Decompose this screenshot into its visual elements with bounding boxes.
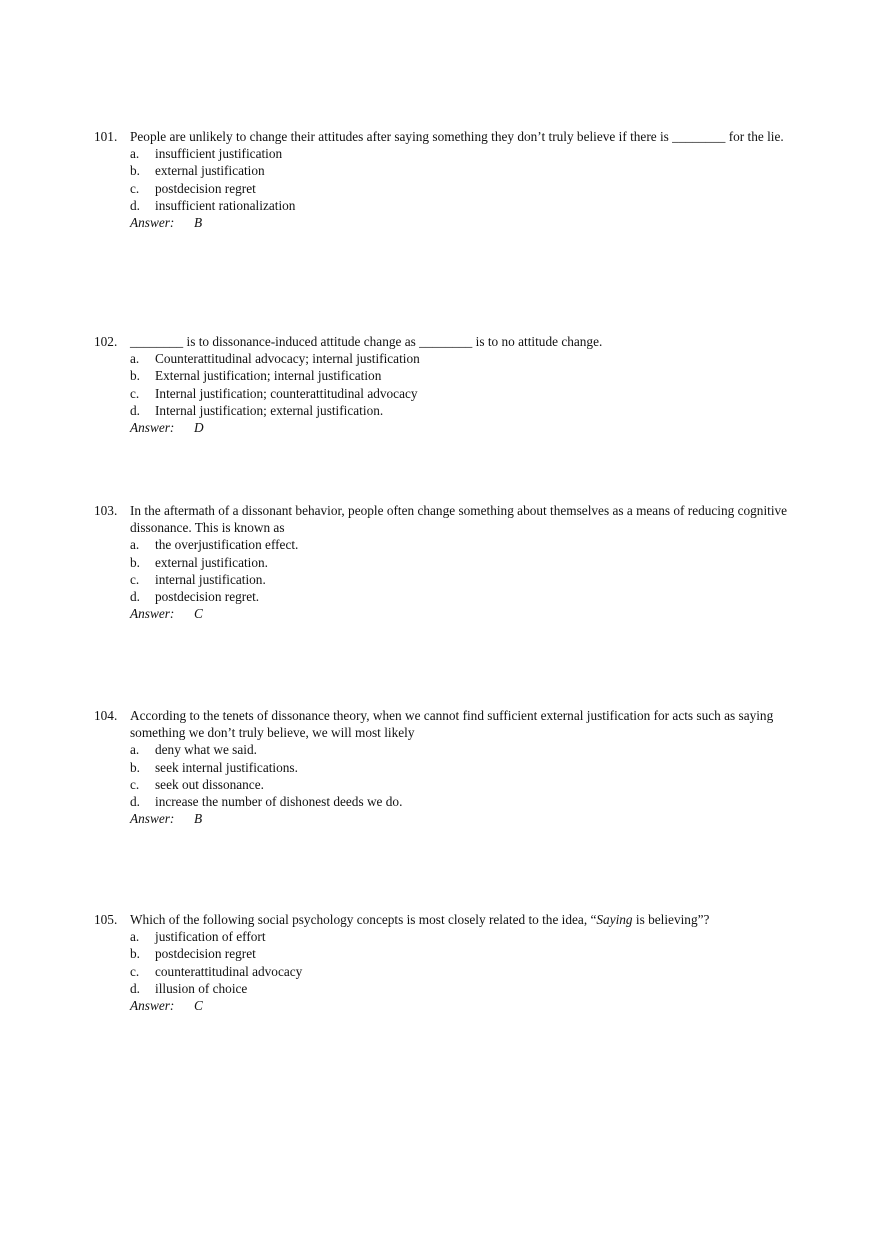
option-c <box>94 776 794 793</box>
option-c <box>94 571 794 588</box>
question-text: According to the tenets of dissonance theory, when we cannot find sufficient external justification for acts such as saying something we don’t truly believe, we will most likely <box>130 708 774 741</box>
option-d <box>94 197 794 214</box>
option-a <box>94 350 794 367</box>
question-102 <box>94 333 794 436</box>
option-letter: b. <box>130 368 140 384</box>
question-text: ________ is to dissonance-induced attitude change as ________ is to no attitude change. <box>130 334 603 349</box>
question-105 <box>94 911 794 1014</box>
question-stem <box>94 128 794 145</box>
question-stem <box>94 707 794 741</box>
answer-value: D <box>194 420 204 436</box>
option-b <box>94 759 794 776</box>
option-letter: b. <box>130 759 140 775</box>
answer-label: Answer: <box>130 215 175 231</box>
option-b <box>94 554 794 571</box>
answer-value: C <box>194 998 203 1014</box>
question-number: 103. <box>94 503 118 518</box>
option-a <box>94 928 794 945</box>
answer-label: Answer: <box>130 420 175 436</box>
option-letter: d. <box>130 197 140 213</box>
option-letter: c. <box>130 571 140 587</box>
option-a <box>94 536 794 553</box>
option-text: External justification; internal justification <box>155 368 382 384</box>
option-list <box>94 741 794 810</box>
option-letter: c. <box>130 180 140 196</box>
option-letter: d. <box>130 794 140 810</box>
option-b <box>94 367 794 384</box>
option-text: deny what we said. <box>155 742 257 758</box>
option-text: justification of effort <box>155 929 266 945</box>
option-text: illusion of choice <box>155 980 248 996</box>
answer-line <box>94 605 794 622</box>
option-text: external justification. <box>155 554 268 570</box>
answer-line <box>94 810 794 827</box>
option-text: internal justification. <box>155 571 266 587</box>
option-text: postdecision regret. <box>155 589 260 605</box>
answer-value: B <box>194 215 203 231</box>
question-stem <box>94 333 794 350</box>
option-b <box>94 162 794 179</box>
option-letter: a. <box>130 742 140 758</box>
option-letter: a. <box>130 537 140 553</box>
question-104 <box>94 707 794 827</box>
option-text: insufficient justification <box>155 146 283 162</box>
question-number: 105. <box>94 912 118 927</box>
question-text-after: is believing”? <box>632 912 710 927</box>
option-list <box>94 928 794 997</box>
question-text: In the aftermath of a dissonant behavior, people often change something about themselves as a means of reducing cognitive dissonance. This is known as <box>130 503 788 536</box>
answer-line <box>94 214 794 231</box>
option-letter: c. <box>130 385 140 401</box>
option-text: seek out dissonance. <box>155 776 264 792</box>
option-a <box>94 145 794 162</box>
option-a <box>94 741 794 758</box>
option-d <box>94 980 794 997</box>
option-text: Internal justification; external justification. <box>155 402 384 418</box>
question-stem <box>94 911 794 928</box>
option-letter: c. <box>130 776 140 792</box>
option-c <box>94 963 794 980</box>
answer-label: Answer: <box>130 606 175 622</box>
option-text: the overjustification effect. <box>155 537 299 553</box>
option-list <box>94 350 794 419</box>
question-text-before: Which of the following social psychology concepts is most closely related to the idea, “ <box>130 912 597 927</box>
option-letter: d. <box>130 589 140 605</box>
option-text: insufficient rationalization <box>155 197 296 213</box>
question-number: 102. <box>94 334 118 349</box>
option-text: counterattitudinal advocacy <box>155 963 303 979</box>
answer-value: B <box>194 811 203 827</box>
option-c <box>94 385 794 402</box>
option-c <box>94 180 794 197</box>
option-letter: a. <box>130 146 140 162</box>
option-letter: b. <box>130 946 140 962</box>
option-text: increase the number of dishonest deeds we do. <box>155 794 403 810</box>
option-d <box>94 588 794 605</box>
question-number: 101. <box>94 129 118 144</box>
answer-line <box>94 419 794 436</box>
option-text: seek internal justifications. <box>155 759 298 775</box>
option-text: external justification <box>155 163 265 179</box>
question-103 <box>94 502 794 622</box>
option-letter: c. <box>130 963 140 979</box>
option-letter: a. <box>130 351 140 367</box>
answer-line <box>94 997 794 1014</box>
option-list <box>94 536 794 605</box>
option-text: Internal justification; counterattitudinal advocacy <box>155 385 418 401</box>
question-text-emphasis: Saying <box>596 912 633 927</box>
option-letter: a. <box>130 929 140 945</box>
option-letter: d. <box>130 980 140 996</box>
option-d <box>94 793 794 810</box>
option-text: postdecision regret <box>155 946 256 962</box>
answer-label: Answer: <box>130 998 175 1014</box>
option-letter: b. <box>130 163 140 179</box>
question-text <box>130 912 709 927</box>
option-letter: d. <box>130 402 140 418</box>
question-stem <box>94 502 794 536</box>
question-text: People are unlikely to change their attitudes after saying something they don’t truly believe if there is ________ for the lie. <box>130 129 784 144</box>
answer-label: Answer: <box>130 811 175 827</box>
option-text: Counterattitudinal advocacy; internal justification <box>155 351 420 367</box>
option-text: postdecision regret <box>155 180 256 196</box>
option-list <box>94 145 794 214</box>
question-number: 104. <box>94 708 118 723</box>
option-b <box>94 945 794 962</box>
option-letter: b. <box>130 554 140 570</box>
answer-value: C <box>194 606 203 622</box>
option-d <box>94 402 794 419</box>
question-101 <box>94 128 794 231</box>
